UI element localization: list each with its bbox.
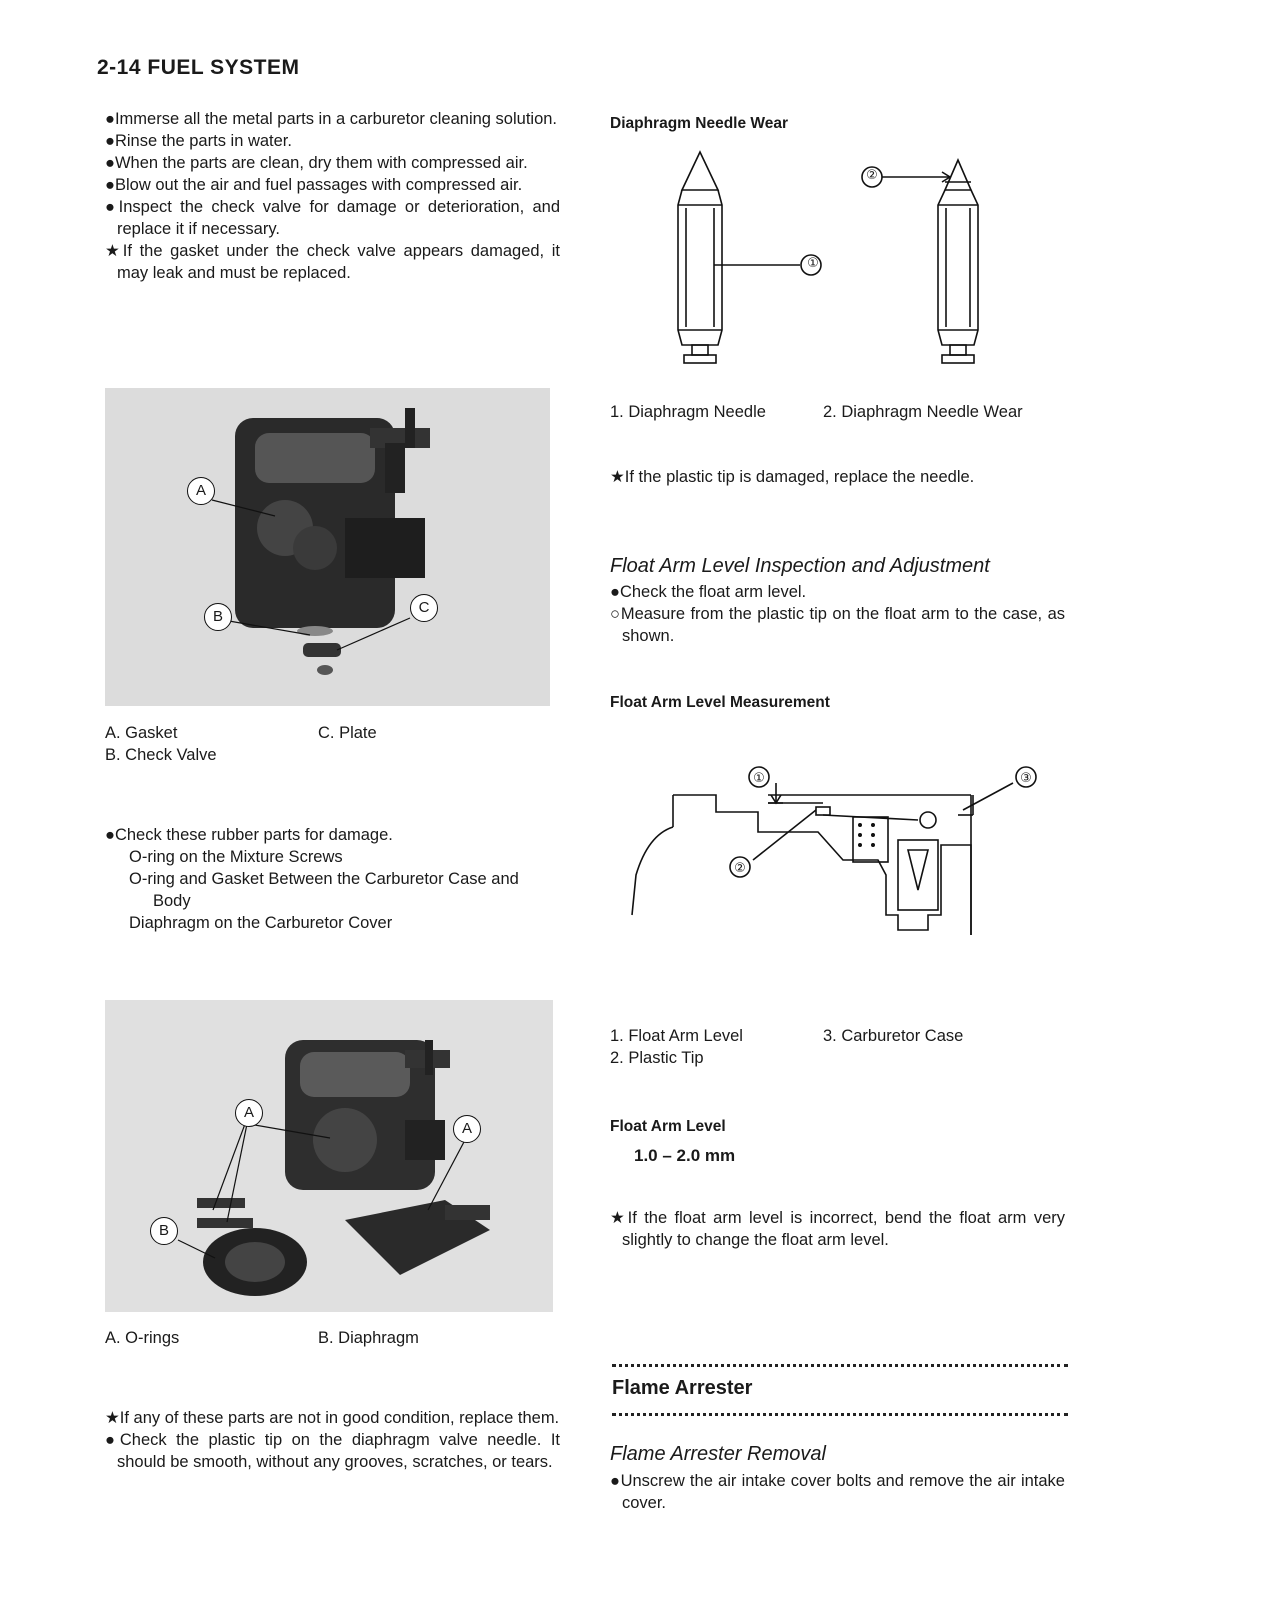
cleaning-steps bbox=[105, 108, 560, 284]
measure-callout-1: ① bbox=[753, 770, 765, 785]
legend-gasket: A. Gasket bbox=[105, 724, 178, 742]
float-arm-diagram bbox=[628, 765, 1048, 945]
step-measure-float: ○Measure from the plastic tip on the float arm to the case, as shown. bbox=[610, 605, 1065, 645]
needle-wear-diagram bbox=[660, 150, 1060, 375]
callout-b-diaphragm: B bbox=[150, 1217, 178, 1245]
measure-legend bbox=[610, 1025, 1065, 1069]
callout-a-orings-right: A bbox=[453, 1115, 481, 1143]
step-dry: ●When the parts are clean, dry them with compressed air. bbox=[105, 154, 528, 172]
needle-callout-1: ① bbox=[807, 255, 819, 270]
step-immerse: ●Immerse all the metal parts in a carburetor cleaning solution. bbox=[105, 110, 558, 128]
needle-legend bbox=[610, 401, 1065, 423]
needle-callout-2: ② bbox=[866, 167, 878, 182]
note-gasket: ★If the gasket under the check valve appears damaged, it may leak and must be replaced. bbox=[105, 242, 560, 282]
callout-a-orings: A bbox=[235, 1099, 263, 1127]
callout-a: A bbox=[187, 477, 215, 505]
legend-needle-wear: 2. Diaphragm Needle Wear bbox=[823, 403, 1023, 421]
legend-plastic-tip: 2. Plastic Tip bbox=[610, 1049, 704, 1067]
removal-heading: Flame Arrester Removal bbox=[610, 1443, 826, 1465]
section-divider-bottom bbox=[612, 1413, 1068, 1416]
legend-orings: A. O-rings bbox=[105, 1329, 180, 1347]
removal-steps bbox=[610, 1470, 1065, 1514]
legend-float-arm-level: 1. Float Arm Level bbox=[610, 1027, 743, 1045]
note-bend-arm: ★If the float arm level is incorrect, bend the float arm very slightly to change the float arm level. bbox=[610, 1209, 1065, 1249]
needle-note: ★If the plastic tip is damaged, replace the needle. bbox=[610, 468, 975, 486]
spec-value: 1.0 – 2.0 mm bbox=[634, 1146, 736, 1165]
carburetor-photo-gasket-drawing bbox=[105, 388, 550, 706]
step-blow: ●Blow out the air and fuel passages with compressed air. bbox=[105, 176, 523, 194]
legend-diaphragm: B. Diaphragm bbox=[318, 1329, 419, 1347]
spec-label: Float Arm Level bbox=[610, 1118, 726, 1135]
callout-c: C bbox=[410, 594, 438, 622]
measure-callout-3: ③ bbox=[1020, 770, 1032, 785]
step-inspect-valve: ●Inspect the check valve for damage or deterioration, and replace it if necessary. bbox=[105, 198, 560, 238]
measure-figure-title: Float Arm Level Measurement bbox=[610, 694, 830, 711]
rubber-item-diaphragm: Diaphragm on the Carburetor Cover bbox=[129, 914, 393, 932]
section-divider-top bbox=[612, 1364, 1068, 1367]
legend-diaphragm-needle: 1. Diaphragm Needle bbox=[610, 403, 766, 421]
legend-plate: C. Plate bbox=[318, 724, 377, 742]
note-replace-parts: ★If any of these parts are not in good condition, replace them. bbox=[105, 1409, 560, 1427]
rubber-item-mixture-screws: O-ring on the Mixture Screws bbox=[129, 848, 343, 866]
legend-carburetor-case: 3. Carburetor Case bbox=[823, 1027, 964, 1045]
rubber-intro: ●Check these rubber parts for damage. bbox=[105, 826, 393, 844]
step-rinse: ●Rinse the parts in water. bbox=[105, 132, 292, 150]
photo2-legend bbox=[105, 1327, 560, 1349]
step-check-float: ●Check the float arm level. bbox=[610, 583, 807, 601]
final-steps bbox=[105, 1407, 560, 1473]
step-check-tip: ●Check the plastic tip on the diaphragm valve needle. It should be smooth, without any grooves, scratches, or tears. bbox=[105, 1431, 560, 1471]
legend-check-valve: B. Check Valve bbox=[105, 746, 217, 764]
measure-callout-2: ② bbox=[734, 860, 746, 875]
carburetor-photo-orings bbox=[105, 1000, 553, 1312]
needle-figure-title: Diaphragm Needle Wear bbox=[610, 115, 789, 132]
callout-b: B bbox=[204, 603, 232, 631]
rubber-parts-check bbox=[105, 824, 560, 934]
photo1-legend bbox=[105, 722, 560, 766]
float-adjust-note bbox=[610, 1207, 1065, 1251]
page-header: 2-14 FUEL SYSTEM bbox=[97, 56, 300, 79]
float-section-heading: Float Arm Level Inspection and Adjustment bbox=[610, 555, 990, 577]
step-unscrew-cover: ●Unscrew the air intake cover bolts and remove the air intake cover. bbox=[610, 1472, 1065, 1512]
rubber-item-gasket: O-ring and Gasket Between the Carburetor Case and Body bbox=[129, 870, 519, 910]
float-steps bbox=[610, 581, 1065, 647]
section-title-flame-arrester: Flame Arrester bbox=[612, 1377, 753, 1399]
